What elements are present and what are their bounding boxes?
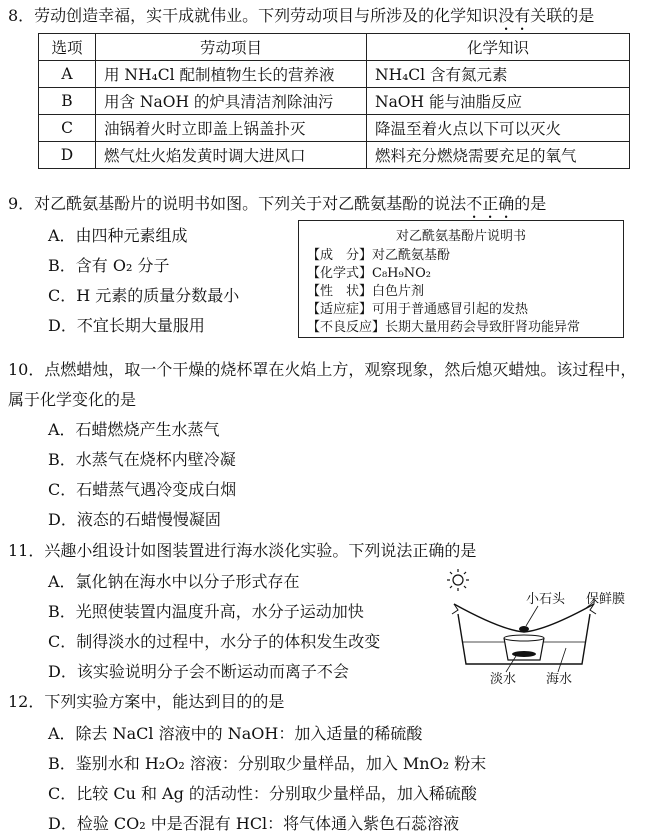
table-header: 劳动项目: [96, 34, 367, 61]
q9-stem-end: 的是: [514, 194, 547, 213]
q10-stem-line1: 10．点燃蜡烛，取一个干燥的烧杯罩在火焰上方，观察现象，然后熄灭蜡烛。该过程中，: [8, 360, 637, 379]
table-row: [39, 61, 630, 88]
table-cell: 燃气灶火焰发黄时调大进风口: [96, 142, 367, 169]
q12-stem: 12．下列实验方案中，能达到目的的是: [8, 692, 285, 711]
fresh-water-label: 淡水: [490, 672, 517, 687]
table-cell: C: [39, 115, 96, 142]
q11-option-a: A．氯化钠在海水中以分子形式存在: [48, 572, 300, 591]
table-cell: NaOH 能与油脂反应: [367, 88, 630, 115]
card-row: [307, 265, 615, 283]
card-row: [307, 301, 615, 319]
q9-option-c: C．H 元素的质量分数最小: [48, 286, 240, 305]
card-value: 白色片剂: [372, 284, 425, 299]
card-value: 对乙酰氨基酚: [372, 248, 451, 263]
q11-option-d: D．该实验说明分子会不断运动而离子不会: [48, 662, 349, 681]
card-row: [307, 247, 615, 265]
q8-table: [38, 33, 630, 169]
table-row: [39, 115, 630, 142]
card-title: 对乙酰氨基酚片说明书: [395, 229, 526, 244]
desalination-figure: [446, 568, 646, 688]
q10-option-a: A．石蜡燃烧产生水蒸气: [48, 420, 220, 439]
q12-option-b: B．鉴别水和 H₂O₂ 溶液：分别取少量样品，加入 MnO₂ 粉末: [48, 754, 487, 773]
table-cell: A: [39, 61, 96, 88]
card-label: 【适应症】: [307, 302, 373, 317]
q10-option-d: D．液态的石蜡慢慢凝固: [48, 510, 221, 529]
table-cell: 燃料充分燃烧需要充足的氧气: [367, 142, 630, 169]
table-cell: 用含 NaOH 的炉具清洁剂除油污: [96, 88, 367, 115]
card-value: C₈H₉NO₂: [372, 266, 431, 281]
table-cell: 降温至着火点以下可以灭火: [367, 115, 630, 142]
card-row: [307, 283, 615, 301]
instruction-card: [298, 220, 624, 338]
table-cell: 油锅着火时立即盖上锅盖扑灭: [96, 115, 367, 142]
q8-emphasis: 没有: [498, 6, 531, 25]
q10-option-b: B．水蒸气在烧杯内壁冷凝: [48, 450, 236, 469]
film-label: 保鲜膜: [586, 592, 626, 607]
q9-stem: [8, 194, 546, 222]
q11-option-c: C．制得淡水的过程中，水分子的体积发生改变: [48, 632, 381, 651]
q10-stem-line2: 属于化学变化的是: [8, 390, 137, 409]
q10-option-c: C．石蜡蒸气遇冷变成白烟: [48, 480, 237, 499]
table-header: 化学知识: [367, 34, 630, 61]
sea-water-label: 海水: [546, 672, 573, 687]
q8-stem: [8, 6, 594, 34]
stone-label: 小石头: [526, 592, 566, 607]
stone-shape: [519, 626, 529, 632]
table-cell: B: [39, 88, 96, 115]
q9-option-a: A．由四种元素组成: [48, 226, 188, 245]
table-cell: D: [39, 142, 96, 169]
table-header: 选项: [39, 34, 96, 61]
card-value: 长期大量用药会导致肝肾功能异常: [385, 320, 581, 335]
card-label: 【成 分】: [307, 248, 373, 263]
q12-option-a: A．除去 NaCl 溶液中的 NaOH：加入适量的稀硫酸: [48, 724, 423, 743]
q11-stem: 11．兴趣小组设计如图装置进行海水淡化实验。下列说法正确的是: [8, 541, 477, 560]
q9-option-b: B．含有 O₂ 分子: [48, 256, 170, 275]
q8-stem-text: 8．劳动创造幸福，实干成就伟业。下列劳动项目与所涉及的化学知识: [8, 6, 499, 25]
q9-emphasis: 不正确: [466, 194, 515, 213]
q9-option-d: D．不宜长期大量服用: [48, 316, 205, 335]
table-cell: NH₄Cl 含有氮元素: [367, 61, 630, 88]
q8-stem-end: 关联的是: [530, 6, 595, 25]
table-row: [39, 88, 630, 115]
card-row: [307, 319, 615, 337]
table-header-row: [39, 34, 630, 61]
card-label: 【化学式】: [307, 266, 373, 281]
table-row: [39, 142, 630, 169]
card-label: 【不良反应】: [307, 320, 386, 335]
table-cell: 用 NH₄Cl 配制植物生长的营养液: [96, 61, 367, 88]
card-value: 可用于普通感冒引起的发热: [372, 302, 529, 317]
q9-stem-text: 9．对乙酰氨基酚片的说明书如图。下列关于对乙酰氨基酚的说法: [8, 194, 467, 213]
q12-option-d: D．检验 CO₂ 中是否混有 HCl：将气体通入紫色石蕊溶液: [48, 814, 460, 833]
card-label: 【性 状】: [307, 284, 373, 299]
q11-option-b: B．光照使装置内温度升高，水分子运动加快: [48, 602, 364, 621]
q12-option-c: C．比较 Cu 和 Ag 的活动性：分别取少量样品，加入稀硫酸: [48, 784, 477, 803]
sun-icon: [447, 569, 469, 591]
